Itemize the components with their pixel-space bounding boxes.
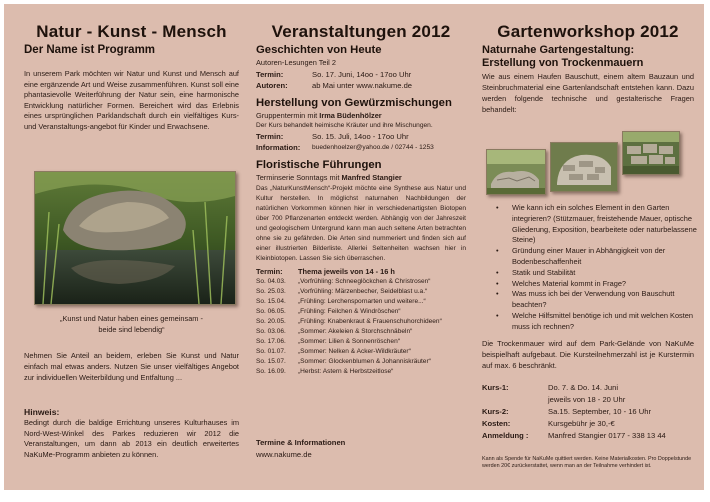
termin-row	[256, 337, 466, 347]
information-label: Information:	[256, 143, 301, 153]
geschichten-autoren-row	[256, 80, 466, 91]
column3-title: Gartenworkshop 2012	[497, 22, 679, 41]
workshop-intro: Wie aus einem Haufen Bauschutt, einem altem Bauzaun und Steinbruchmaterial eine Gartenlandschaft entstehen kann. Dazu werden folgende technische und gestalterische Fragen behandelt:	[482, 72, 694, 114]
column1-subtitle: Der Name ist Programm	[24, 44, 156, 56]
gewuerz-info-row	[256, 142, 466, 153]
termine-list	[256, 277, 466, 377]
termine-header-row	[256, 267, 466, 278]
subtitle-line-2: Erstellung von Trockenmauern	[482, 56, 644, 69]
termin-date: So. 01.07.	[256, 348, 286, 356]
kurs1-date: Do. 7. & Do. 14. Juni	[548, 383, 619, 392]
floristische-leader-name: Manfred Stangier	[341, 173, 402, 183]
caption-line-2: beide sind lebendig“	[98, 324, 165, 334]
topic-item: • Statik und Stabilität	[496, 268, 708, 279]
termin-row	[256, 317, 466, 327]
termin-topic: „Frühling: Lerchenspornarten und weitere...“	[298, 298, 426, 306]
termine-label: Termin:	[256, 266, 283, 276]
column1-title: Natur - Kunst - Mensch	[36, 22, 227, 41]
section-geschichten-title: Geschichten von Heute	[256, 44, 382, 56]
termin-row	[256, 357, 466, 367]
stone-wall-image	[551, 143, 617, 191]
termin-date: So. 25.03.	[256, 288, 286, 296]
termin-row	[256, 327, 466, 337]
termin-topic: „Vorfrühling: Märzenbecher, Seidelblast u.a.“	[298, 288, 428, 296]
termin-topic: „Herbst: Astern & Herbstzeitlose“	[298, 368, 394, 376]
photo-wall-1	[486, 149, 546, 195]
anmeldung-row	[482, 430, 694, 442]
brochure-sheet	[4, 4, 704, 490]
topic-item: • Gründung einer Mauer in Abhängigkeit von der Bodenbeschaffenheit	[496, 246, 708, 268]
termin-value: So. 17. Juni, 14oo - 17oo Uhr	[312, 69, 412, 79]
section-geschichten-subtitle: Autoren-Lesungen Teil 2	[256, 58, 336, 67]
kurs2-row	[482, 406, 694, 418]
kurs1-time-spacer	[482, 394, 548, 406]
floristische-sub-prefix: Terminserie Sonntags mit	[256, 173, 342, 183]
kurs2-date: Sa.15. September, 10 - 16 Uhr	[548, 407, 651, 416]
topic-item: • Was muss ich bei der Verwendung von Bauschutt beachten?	[496, 289, 708, 311]
photo-caption	[24, 314, 239, 335]
termin-row	[256, 297, 466, 307]
termin-row	[256, 367, 466, 377]
termin-label: Termin:	[256, 132, 284, 142]
topic-item: • Wie kann ich ein solches Element in den Garten integrieren? (Stützmauer, freistehende Mauer, optische Gliederung, Exposition, bearbeitete oder naturbelassene Steine)	[496, 203, 708, 246]
termin-topic: „Sommer: Glockenblumen & Johanniskräuter“	[298, 358, 431, 366]
termin-date: So. 15.04.	[256, 298, 286, 306]
termin-row	[256, 287, 466, 297]
hinweis-paragraph: Bedingt durch die baldige Errichtung unseres Kulturhauses im Nord-West-Winkel des Parkes reduzieren wir 2012 die Veranstaltungen, um dann ab 2013 ein deutlich erweitertes NaKuMe-Programm anbieten zu können.	[24, 418, 239, 459]
gewuerz-description: Der Kurs behandelt heimische Kräuter und ihre Mischungen.	[256, 122, 433, 130]
autoren-label: Autoren:	[256, 80, 288, 90]
section-gewuerz-title: Herstellung von Gewürzmischungen	[256, 96, 452, 109]
kosten-label: Kosten:	[482, 419, 511, 428]
workshop-topics-list	[482, 203, 708, 333]
kosten-footnote: Kann als Spende für NaKuMe quittiert werden. Keine Materialkosten. Pro Doppelstunde werden 20€ zurückerstattet, wenn man an der Teilnahme verhindert ist.	[482, 456, 692, 469]
intro-paragraph: In unserem Park möchten wir Natur und Kunst und Mensch auf eine ergänzende Art und Weise zusammenführen. Kunst soll eine phantasievolle Weiterführung der Natur sein, eine harmonische Entwicklung natürlicher Formen. Bereichert wird das Erlebnis eines ursprünglichen Parklandschaft durch ein vielfältiges Kurs- und Veranstaltungs-angebot für Kinder und Erwachsene.	[24, 69, 239, 131]
footer-website-link[interactable]: www.nakume.de	[256, 450, 312, 459]
caption-line-1: „Kunst und Natur haben eines gemeinsam -	[60, 314, 203, 323]
teilnahme-paragraph: Nehmen Sie Anteil an beidem, erleben Sie Kunst und Natur einfach mal etwas anders. Nutzen Sie unser vielfältiges Angebot zur individuellen Weiterbildung und Entfaltung ...	[24, 351, 239, 382]
termin-row	[256, 347, 466, 357]
termin-date: So. 20.05.	[256, 318, 286, 326]
gewuerz-termin-row	[256, 131, 466, 142]
kosten-row	[482, 418, 694, 430]
column2-title: Veranstaltungen 2012	[271, 22, 451, 41]
footer-heading: Termine & Informationen	[256, 438, 346, 447]
termin-date: So. 15.07.	[256, 358, 286, 366]
autoren-value: ab Mai unter www.nakume.de	[312, 80, 413, 90]
termin-date: So. 16.09.	[256, 368, 286, 376]
stone-wall-image	[487, 150, 545, 194]
termin-label: Termin:	[256, 69, 284, 79]
anmeldung-label: Anmeldung :	[482, 431, 529, 440]
anmeldung-contact: Manfred Stangier 0177 - 338 13 44	[548, 431, 666, 440]
kurs2-label: Kurs-2:	[482, 407, 509, 416]
stone-wall-image	[623, 132, 679, 174]
kurs1-time-row	[482, 394, 694, 406]
column-gartenworkshop	[482, 4, 697, 490]
trockenmauer-paragraph: Die Trockenmauer wird auf dem Park-Gelände von NaKuMe beispielhaft aufgebaut. Die Kursteilnehmerzahl ist je Kurstermin auf max. 6 beschränkt.	[482, 339, 694, 370]
subtitle-line-1: Naturnahe Gartengestaltung:	[482, 44, 635, 56]
kurs-details	[482, 382, 694, 442]
column-veranstaltungen	[256, 4, 466, 490]
information-value: buedenhoelzer@yahoo.de / 02744 - 1253	[312, 144, 434, 152]
gewuerz-sub-prefix: Gruppentermin mit	[256, 110, 320, 120]
geschichten-termin-row	[256, 69, 466, 80]
termin-row	[256, 307, 466, 317]
kurs1-label: Kurs-1:	[482, 383, 509, 392]
termin-topic: „Sommer: Lilien & Sonnenröschen“	[298, 338, 400, 346]
photo-wall-2	[550, 142, 618, 192]
topic-item: • Welche Hilfsmittel benötige ich und mit welchen Kosten muss ich rechnen?	[496, 311, 708, 333]
kurs1-time: jeweils von 18 - 20 Uhr	[548, 395, 626, 404]
column-natur-kunst-mensch	[24, 4, 239, 490]
termin-date: So. 04.03.	[256, 278, 286, 286]
floristische-description: Das „NaturKunstMensch“-Projekt möchte eine Synthese aus Natur und Kultur herstellen. In möglichst naturnahen Nachbildungen der natürlichen Vorkommen können hier in verschiedenartigsten Biotopen über 700 Pflanzenarten entdeckt werden. Abhängig von der Jahreszeit und geologischem Untergrund kann man auch seltene Arten betrachten ohne sie zu gefährden. Die Arten sind nummeriert und finden sich auf einer illustrierten Bilderliste. Allerlei Seltenheiten wachsen hier in Kleinbiotopen. Lassen Sie sich überraschen.	[256, 184, 466, 262]
termin-date: So. 06.05.	[256, 308, 286, 316]
gewuerz-leader-name: Irma Büdenhölzer	[319, 110, 382, 120]
termin-date: So. 03.06.	[256, 328, 286, 336]
termin-topic: „Sommer: Akeleien & Storchschnäbeln“	[298, 328, 413, 336]
kosten-value: Kursgebühr je 30,-€	[548, 419, 615, 428]
termin-topic: „Frühling: Knabenkraut & Frauenschuhorchideen“	[298, 318, 442, 326]
termin-topic: „Frühling: Feilchen & Windröschen“	[298, 308, 401, 316]
photo-wall-3	[622, 131, 680, 175]
section-floristische-subtitle	[256, 173, 466, 184]
termin-date: So. 17.06.	[256, 338, 286, 346]
topic-item: • Welches Material kommt in Frage?	[496, 279, 708, 290]
termin-topic: „Sommer: Nelken & Acker-Wildkräuter“	[298, 348, 411, 356]
kurs1-row	[482, 382, 694, 394]
photo-rock-pond	[34, 171, 236, 305]
section-floristische-title: Floristische Führungen	[256, 159, 382, 172]
rock-pond-image	[35, 172, 235, 304]
termin-value: So. 15. Juli, 14oo - 17oo Uhr	[312, 132, 409, 142]
termin-row	[256, 277, 466, 287]
hinweis-heading: Hinweis:	[24, 407, 60, 417]
termin-topic: „Vorfrühling: Schneeglöckchen & Christrosen“	[298, 278, 431, 286]
section-gewuerz-subtitle	[256, 111, 466, 122]
column3-subtitle	[482, 44, 694, 69]
termine-heading: Thema jeweils von 14 - 16 h	[298, 266, 395, 276]
